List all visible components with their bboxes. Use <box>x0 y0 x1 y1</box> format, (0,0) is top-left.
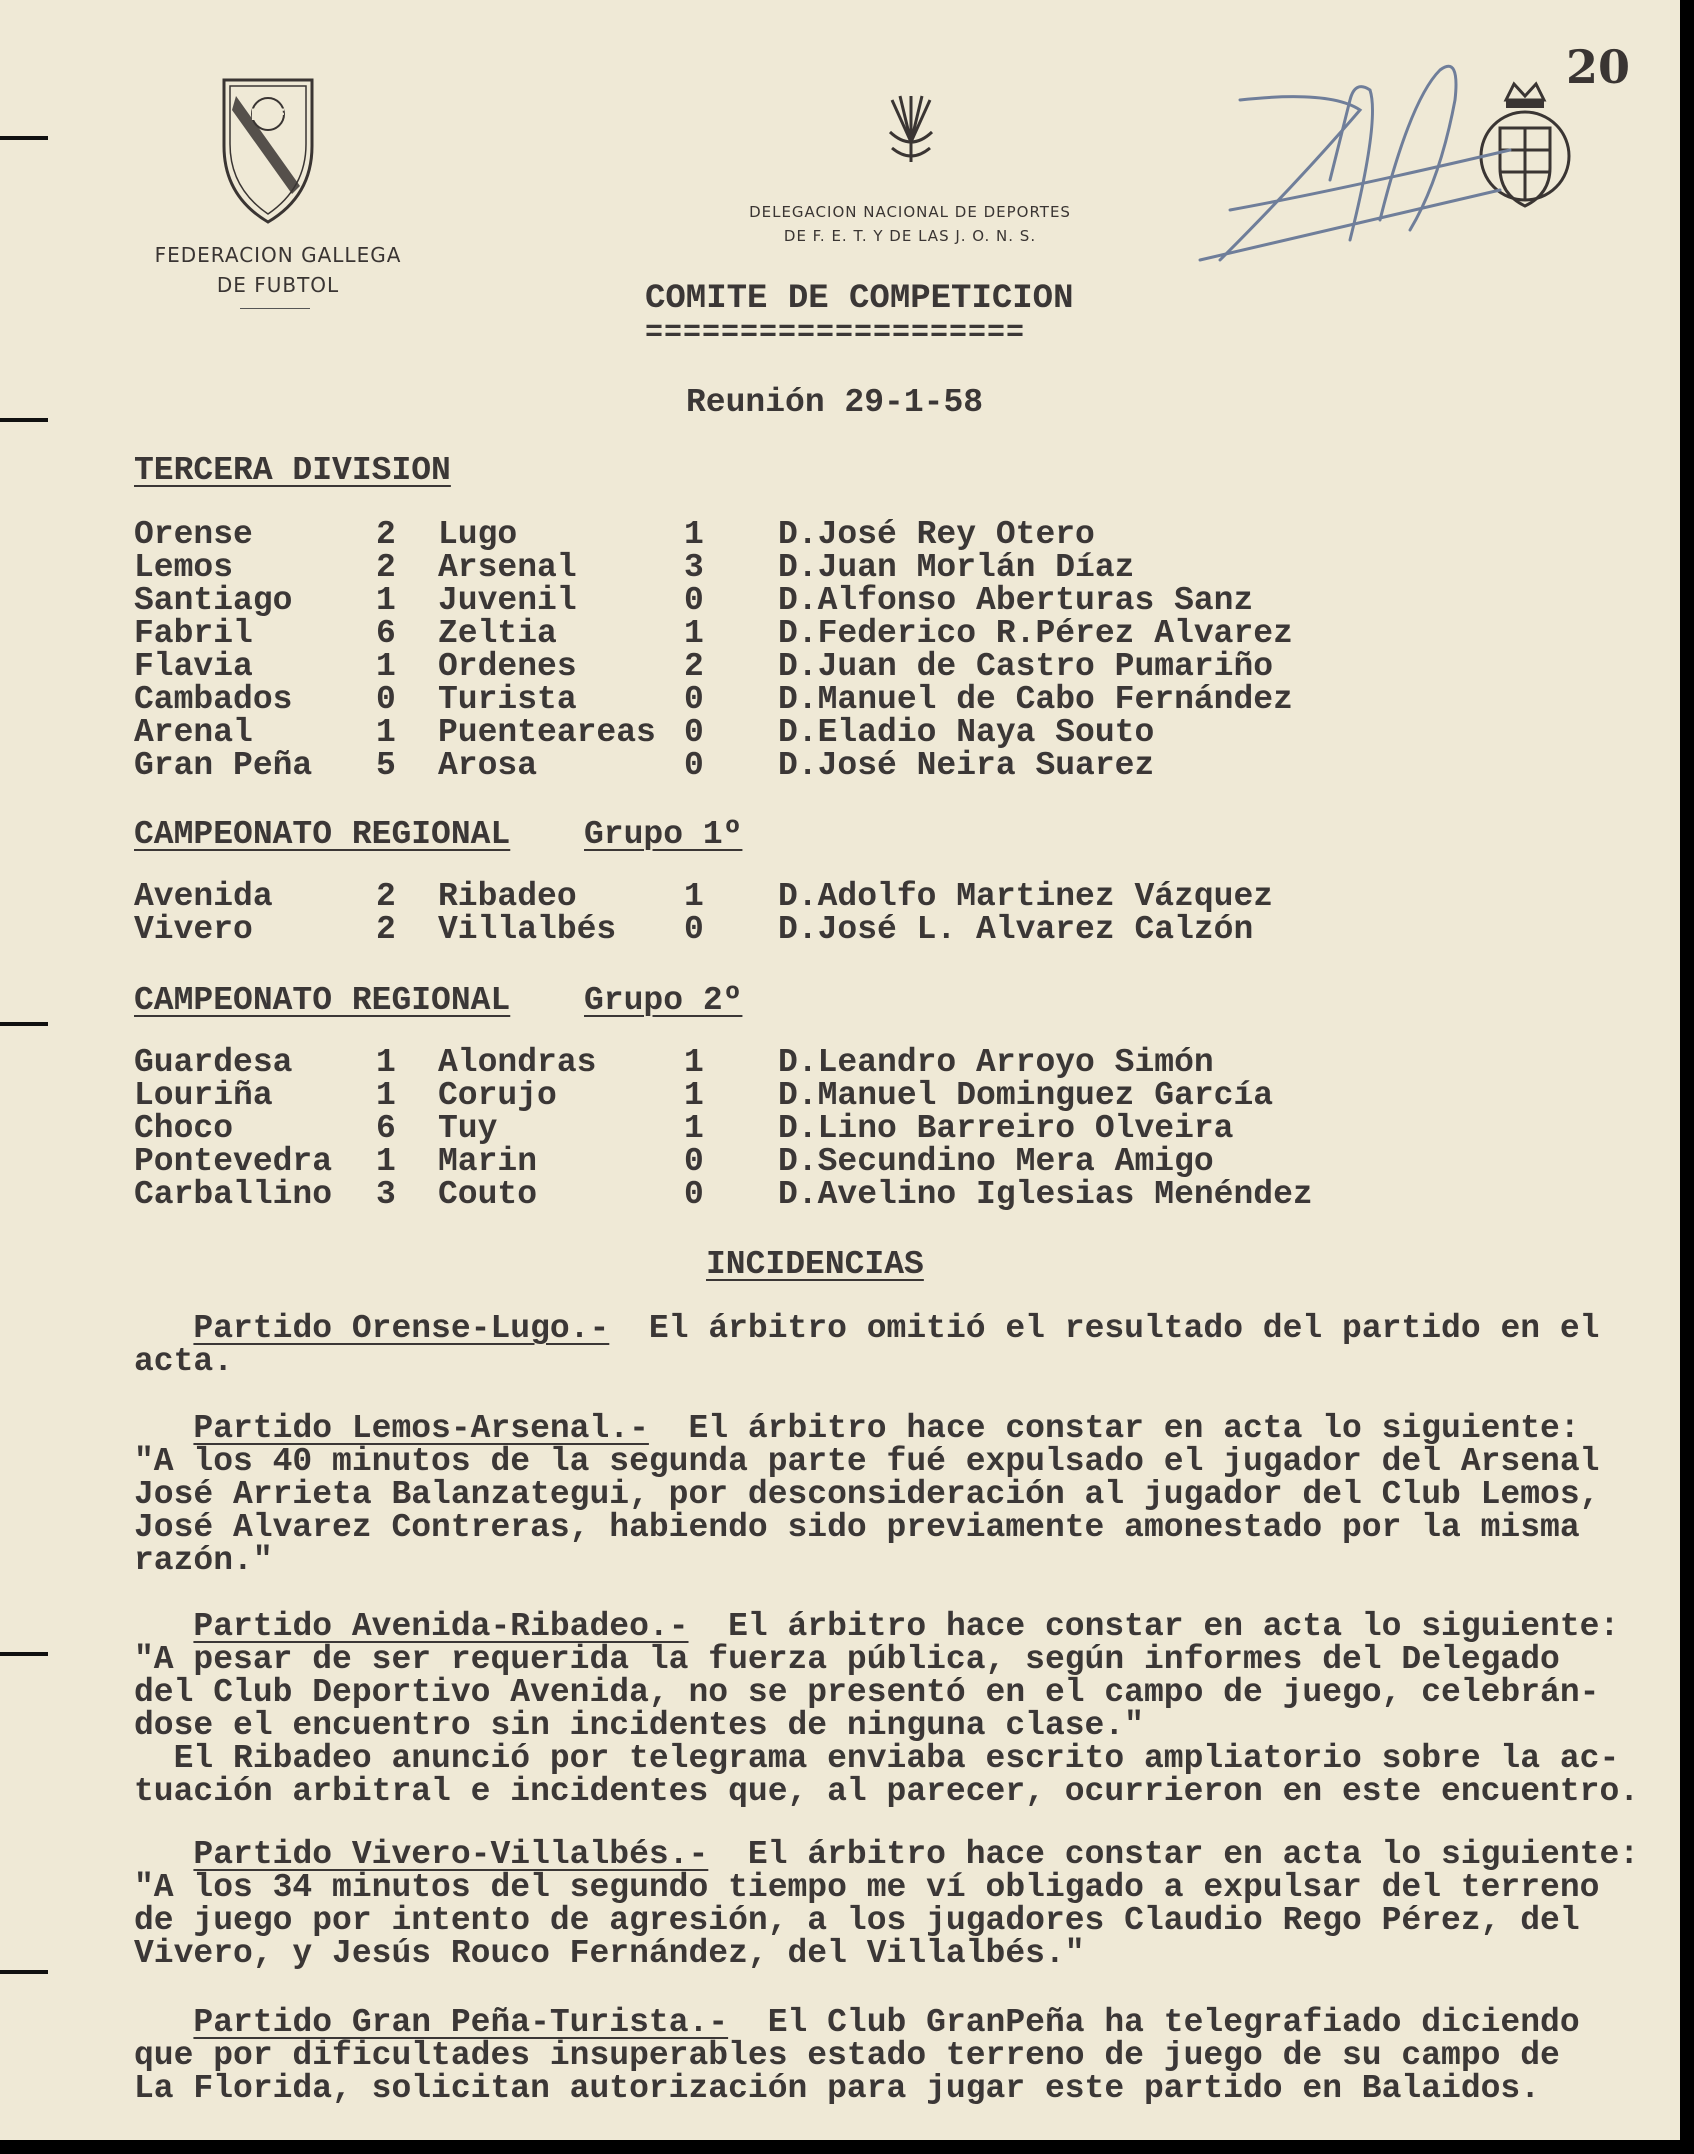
home-team: Carballino <box>134 1176 333 1213</box>
home-score: 1 <box>376 1077 396 1114</box>
result-row <box>134 1178 1313 1211</box>
referee-name: D.Secundino Mera Amigo <box>778 1143 1214 1180</box>
home-team: Choco <box>134 1110 234 1147</box>
incident-first-line: El árbitro hace constar en acta lo siguiente: <box>708 1836 1640 1873</box>
result-row <box>134 1046 1313 1079</box>
punch-mark <box>0 418 48 422</box>
home-team: Lemos <box>134 549 234 586</box>
incident-granpena-turista <box>134 2006 1680 2105</box>
referee-name: D.Avelino Iglesias Menéndez <box>778 1176 1313 1213</box>
away-score: 0 <box>684 714 704 751</box>
page-number: 20 <box>1566 40 1631 94</box>
home-team: Arenal <box>134 714 253 751</box>
away-score: 0 <box>684 681 704 718</box>
home-score: 1 <box>376 648 396 685</box>
away-team: Alondras <box>438 1044 597 1081</box>
federation-shield-icon <box>220 76 316 226</box>
referee-name: D.José Neira Suarez <box>778 747 1155 784</box>
divider <box>240 308 310 309</box>
home-score: 1 <box>376 582 396 619</box>
home-score: 2 <box>376 516 396 553</box>
group-label-1: Grupo 1º <box>584 816 743 853</box>
section-heading-grupo1: CAMPEONATO REGIONAL <box>134 816 511 853</box>
result-row <box>134 1112 1313 1145</box>
home-team: Louriña <box>134 1077 273 1114</box>
home-team: Guardesa <box>134 1044 293 1081</box>
away-score: 0 <box>684 1176 704 1213</box>
federation-name-line1: FEDERACION GALLEGA <box>154 243 402 267</box>
result-row <box>134 749 1293 782</box>
away-team: Couto <box>438 1176 538 1213</box>
away-score: 1 <box>684 1077 704 1114</box>
result-row <box>134 1079 1313 1112</box>
result-row <box>134 617 1293 650</box>
referee-name: D.Federico R.Pérez Alvarez <box>778 615 1293 652</box>
away-team: Corujo <box>438 1077 557 1114</box>
away-score: 1 <box>684 878 704 915</box>
committee-title: COMITE DE COMPETICION <box>645 280 1074 318</box>
home-team: Cambados <box>134 681 293 718</box>
referee-name: D.Adolfo Martinez Vázquez <box>778 878 1274 915</box>
referee-name: D.Lino Barreiro Olveira <box>778 1110 1234 1147</box>
incident-title: Partido Lemos-Arsenal.- <box>193 1410 649 1447</box>
away-score: 1 <box>684 1044 704 1081</box>
away-team: Lugo <box>438 516 518 553</box>
home-score: 1 <box>376 1044 396 1081</box>
referee-name: D.Manuel de Cabo Fernández <box>778 681 1293 718</box>
home-team: Santiago <box>134 582 293 619</box>
away-team: Ribadeo <box>438 878 577 915</box>
svg-text:FGF: FGF <box>250 105 286 124</box>
away-team: Turista <box>438 681 577 718</box>
punch-mark <box>0 136 48 140</box>
home-score: 2 <box>376 911 396 948</box>
result-row <box>134 1145 1313 1178</box>
away-team: Marin <box>438 1143 538 1180</box>
incident-text: acta. <box>134 1343 234 1380</box>
referee-name: D.Juan Morlán Díaz <box>778 549 1135 586</box>
result-row <box>134 716 1293 749</box>
result-row <box>134 683 1293 716</box>
home-team: Orense <box>134 516 253 553</box>
committee-title-rule: ==================== <box>645 316 1026 350</box>
away-team: Arosa <box>438 747 538 784</box>
incident-title: Partido Orense-Lugo.- <box>193 1310 610 1347</box>
signature <box>1180 60 1540 280</box>
away-score: 0 <box>684 582 704 619</box>
away-score: 1 <box>684 516 704 553</box>
section-heading-grupo2: CAMPEONATO REGIONAL <box>134 982 511 1019</box>
away-team: Arsenal <box>438 549 577 586</box>
incident-title: Partido Gran Peña-Turista.- <box>193 2004 729 2041</box>
home-score: 3 <box>376 1176 396 1213</box>
result-row <box>134 584 1293 617</box>
home-team: Vivero <box>134 911 253 948</box>
referee-name: D.José L. Alvarez Calzón <box>778 911 1254 948</box>
group-label-2: Grupo 2º <box>584 982 743 1019</box>
incident-lemos-arsenal <box>134 1412 1680 1577</box>
federation-name-line2: DE FUBTOL <box>216 273 340 297</box>
incident-title: Partido Vivero-Villalbés.- <box>193 1836 709 1873</box>
away-score: 0 <box>684 911 704 948</box>
incident-text: "A los 40 minutos de la segunda parte fué expulsado el jugador del Arsenal José Arrieta Balanzategui, por desconsideración al jugador del Club Lemos, José Alvarez Contreras, habiendo sido previamente amonestado por la misma razón." <box>134 1443 1600 1579</box>
punch-mark <box>0 1970 48 1974</box>
punch-mark <box>0 1022 48 1026</box>
home-score: 6 <box>376 1110 396 1147</box>
away-score: 1 <box>684 1110 704 1147</box>
home-team: Pontevedra <box>134 1143 333 1180</box>
section-heading-tercera: TERCERA DIVISION <box>134 452 451 489</box>
away-team: Zeltia <box>438 615 557 652</box>
away-team: Ordenes <box>438 648 577 685</box>
away-score: 1 <box>684 615 704 652</box>
incident-text: "A pesar de ser requerida la fuerza pública, según informes del Delegado del Club Deportivo Avenida, no se presentó en el campo de juego, celebrán- dose el encuentro sin incidentes de ninguna clase." El Ribadeo anunció por telegrama enviaba escrito ampliatorio sobre la ac- tuación arbitral e incidentes que, al parecer, ocurrieron en este encuentro. <box>134 1641 1640 1810</box>
referee-name: D.Eladio Naya Souto <box>778 714 1155 751</box>
away-score: 0 <box>684 1143 704 1180</box>
away-score: 2 <box>684 648 704 685</box>
incident-first-line: El Club GranPeña ha telegrafiado diciendo <box>728 2004 1580 2041</box>
home-score: 1 <box>376 714 396 751</box>
incident-avenida-ribadeo <box>134 1610 1680 1808</box>
result-row <box>134 551 1293 584</box>
incident-orense-lugo <box>134 1312 1680 1378</box>
referee-name: D.Leandro Arroyo Simón <box>778 1044 1214 1081</box>
home-score: 5 <box>376 747 396 784</box>
incident-text: que por dificultades insuperables estado terreno de juego de su campo de La Florida, solicitan autorización para jugar este partido en Balaidos. <box>134 2037 1560 2107</box>
home-score: 1 <box>376 1143 396 1180</box>
away-team: Villalbés <box>438 911 617 948</box>
federation-name <box>128 240 428 300</box>
results-table-grupo2 <box>134 1046 1313 1211</box>
incident-title: Partido Avenida-Ribadeo.- <box>193 1608 689 1645</box>
away-team: Juvenil <box>438 582 577 619</box>
home-team: Gran Peña <box>134 747 313 784</box>
away-team: Tuy <box>438 1110 498 1147</box>
home-score: 6 <box>376 615 396 652</box>
referee-name: D.Manuel Dominguez García <box>778 1077 1274 1114</box>
home-score: 2 <box>376 878 396 915</box>
home-team: Flavia <box>134 648 253 685</box>
incident-text: "A los 34 minutos del segundo tiempo me ví obligado a expulsar del terreno de juego por intento de agresión, a los jugadores Claudio Rego Pérez, del Vivero, y Jesús Rouco Fernández, del Villalbés." <box>134 1869 1600 1972</box>
away-score: 0 <box>684 747 704 784</box>
result-row <box>134 650 1293 683</box>
result-row <box>134 913 1273 946</box>
result-row <box>134 518 1293 551</box>
home-team: Fabril <box>134 615 253 652</box>
away-score: 3 <box>684 549 704 586</box>
incident-first-line: El árbitro hace constar en acta lo siguiente: <box>688 1608 1620 1645</box>
results-table-grupo1 <box>134 880 1273 946</box>
results-table-tercera <box>134 518 1293 782</box>
home-score: 0 <box>376 681 396 718</box>
delegation-line1: DELEGACION NACIONAL DE DEPORTES <box>749 203 1071 221</box>
section-heading-incidencias: INCIDENCIAS <box>706 1246 924 1283</box>
home-team: Avenida <box>134 878 273 915</box>
referee-name: D.José Rey Otero <box>778 516 1095 553</box>
meeting-date: Reunión 29-1-58 <box>686 384 984 421</box>
referee-name: D.Juan de Castro Pumariño <box>778 648 1274 685</box>
result-row <box>134 880 1273 913</box>
yoke-arrows-icon <box>882 92 940 166</box>
incident-first-line: El árbitro omitió el resultado del partido en el <box>609 1310 1600 1347</box>
incident-vivero-villalbes <box>134 1838 1680 1970</box>
away-team: Puenteareas <box>438 714 656 751</box>
home-score: 2 <box>376 549 396 586</box>
delegation-name <box>700 200 1120 248</box>
referee-name: D.Alfonso Aberturas Sanz <box>778 582 1254 619</box>
punch-mark <box>0 1652 48 1656</box>
incident-first-line: El árbitro hace constar en acta lo siguiente: <box>648 1410 1580 1447</box>
delegation-line2: DE F. E. T. Y DE LAS J. O. N. S. <box>783 227 1037 245</box>
